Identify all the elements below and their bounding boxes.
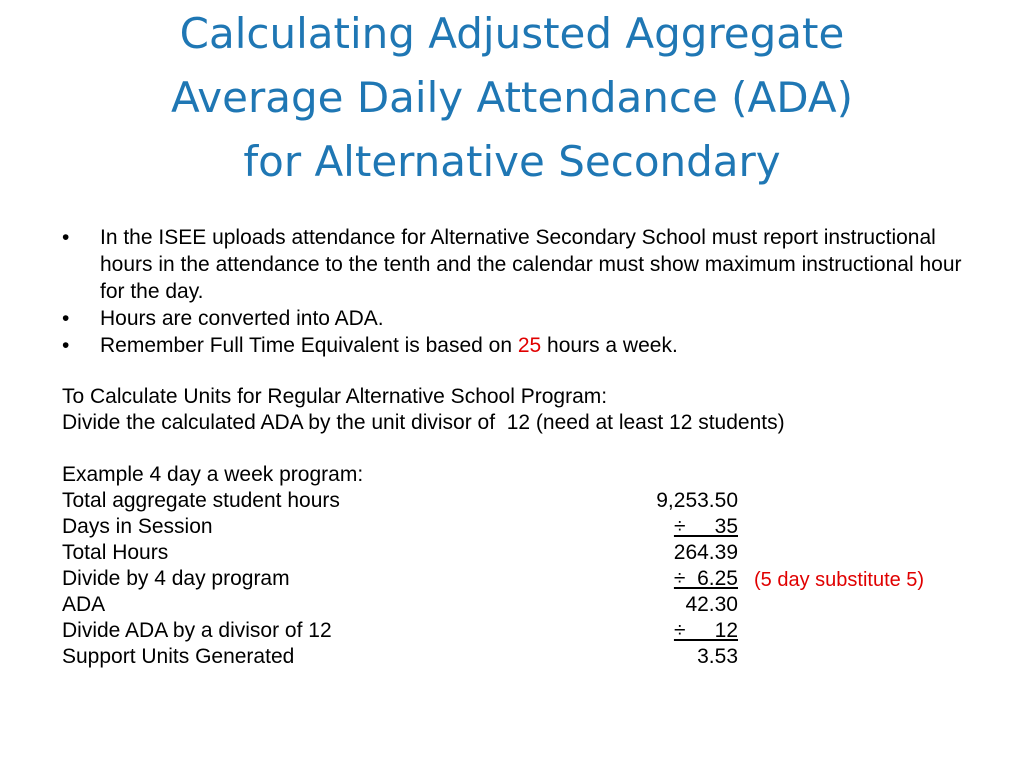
calc-row-total-hours	[62, 540, 982, 566]
calc-label: Total aggregate student hours	[62, 489, 340, 512]
calc-value: 3.53	[697, 645, 738, 668]
calc-row-divide-by-day-program	[62, 566, 982, 592]
calc-value: 42.30	[685, 593, 738, 616]
calc-row-support-units-generated	[62, 644, 982, 670]
calc-value: ÷ 12	[673, 619, 738, 642]
regular-program-instructions	[62, 384, 982, 436]
calc-row-divide-ada-by-divisor	[62, 618, 982, 644]
bullet-text: In the ISEE uploads attendance for Alternative Secondary School must report instructional hours in the attendance to the tenth and the calendar must show maximum instructional hour for the day.	[100, 226, 962, 303]
calc-label: ADA	[62, 593, 106, 616]
regular-program-heading: To Calculate Units for Regular Alternative School Program:	[62, 385, 608, 408]
calc-value: 9,253.50	[656, 489, 738, 512]
bullet-text-before: Remember Full Time Equivalent is based on	[100, 334, 518, 357]
title-line-3: for Alternative Secondary	[243, 137, 781, 186]
slide-title	[40, 2, 984, 194]
calc-label: Divide ADA by a divisor of 12	[62, 619, 332, 642]
calc-label: Support Units Generated	[62, 645, 295, 668]
calc-row-total-aggregate-hours	[62, 488, 982, 514]
bullet-text: Hours are converted into ADA.	[100, 307, 384, 330]
calc-value: ÷ 6.25	[673, 567, 738, 590]
bullet-item-hours-converted	[62, 305, 962, 332]
calc-label: Days in Session	[62, 515, 213, 538]
calc-note-substitute: (5 day substitute 5)	[754, 569, 925, 591]
regular-program-divisor-text: Divide the calculated ADA by the unit divisor of 12 (need at least 12 students)	[62, 411, 785, 434]
bullet-dot-icon: •	[62, 307, 70, 330]
bullet-list	[62, 224, 962, 359]
calc-label: Total Hours	[62, 541, 169, 564]
bullet-text-after: hours a week.	[541, 334, 678, 357]
bullet-item-isee-uploads	[62, 224, 962, 305]
title-line-2: Average Daily Attendance (ADA)	[171, 73, 853, 122]
calc-label: Divide by 4 day program	[62, 567, 290, 590]
example-heading: Example 4 day a week program:	[62, 463, 364, 486]
calc-value: ÷ 35	[673, 515, 738, 538]
title-line-1: Calculating Adjusted Aggregate	[179, 9, 845, 58]
calc-value: 264.39	[673, 541, 738, 564]
calc-row-ada	[62, 592, 982, 618]
calc-row-days-in-session	[62, 514, 982, 540]
calculation-table	[62, 488, 982, 670]
highlight-hours-value: 25	[517, 334, 542, 357]
bullet-item-full-time-equivalent	[62, 332, 962, 359]
bullet-dot-icon: •	[62, 334, 70, 357]
bullet-dot-icon: •	[62, 226, 70, 249]
